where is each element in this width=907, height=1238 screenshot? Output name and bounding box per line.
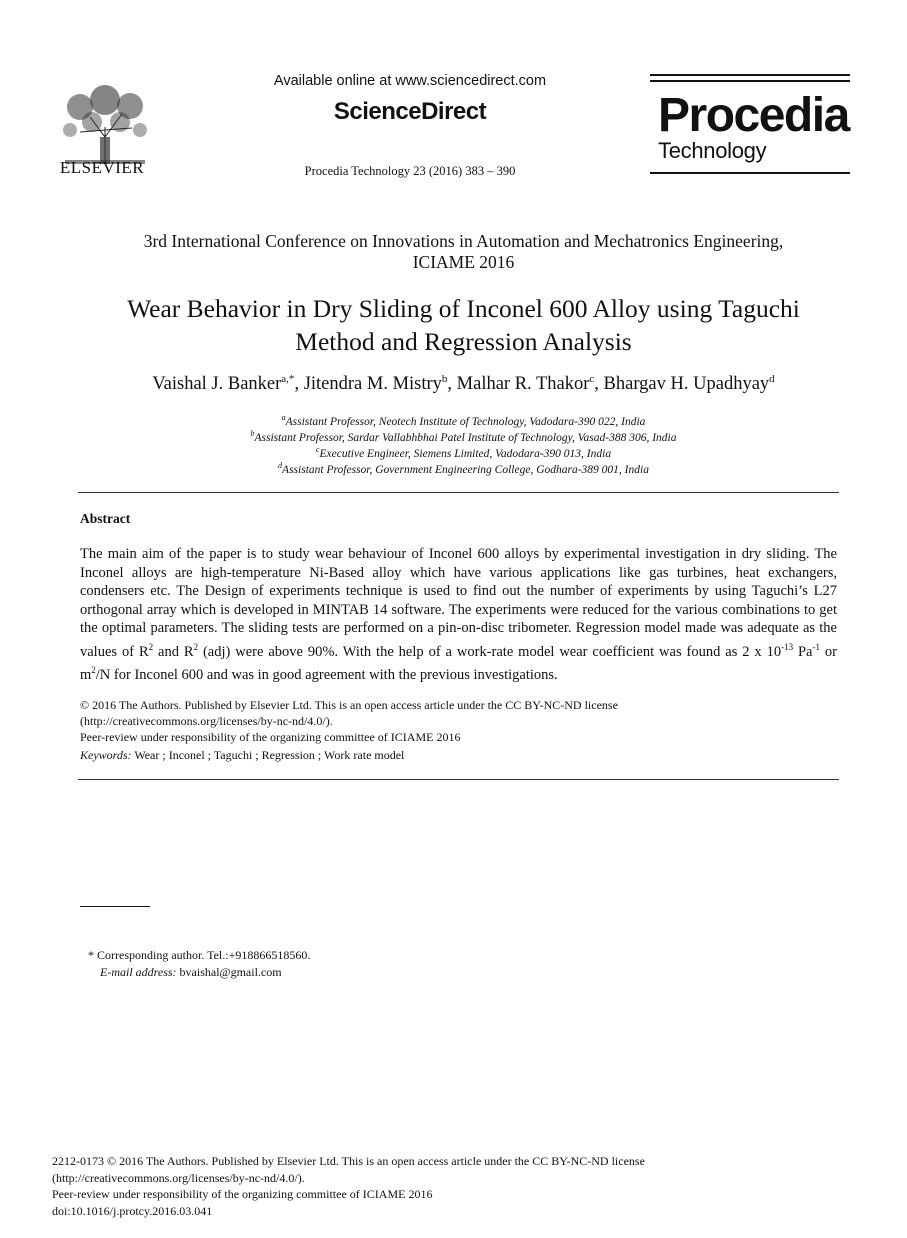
license-line: © 2016 The Authors. Published by Elsevier Ltd. This is an open access article under the CC BY-NC-ND license (80, 698, 618, 712)
affiliation (60, 445, 867, 460)
conference-name (60, 231, 867, 273)
abstract-body (80, 545, 837, 685)
keywords-list: Wear ; Inconel ; Taguchi ; Regression ; Work rate model (131, 748, 405, 762)
affiliation-text: Assistant Professor, Neotech Institute of Technology, Vadodara-390 022, India (285, 415, 646, 428)
affiliation (60, 461, 867, 476)
author-list: Vaishal J. Banker$^{a,*}$, Jitendra M. Mistry$^b$, Malhar R. Thakor$^c$, Bhargav H. Upadhyay$^d$ (152, 373, 775, 395)
page-footer (52, 1153, 872, 1219)
abstract-text: The main aim of the paper is to study wear behaviour of Inconel 600 alloys by experimental investigation in dry sliding. The Inconel alloys are high-temperature Ni-Based alloy which have various applications like gas turbines, heat exchangers, condensers etc. The Design of experiments technique is used to find out the number of experiments by using Taguchi’s L27 orthogonal array which is developed in MINTAB 14 software. The experiments were reduced for the various combinations to get the optimal parameters. The sliding tests are performed on a pin-on-disc tribometer. Regression model made was adequate as the values of R (80, 546, 837, 660)
affiliation-marker: a (281, 413, 286, 422)
title-line-1: Wear Behavior in Dry Sliding of Inconel 600 Alloy using Taguchi (127, 294, 800, 323)
affiliation-marker: c (315, 445, 320, 454)
footer-doi[interactable]: doi:10.1016/j.protcy.2016.03.041 (52, 1203, 213, 1218)
superscript: 2 (193, 641, 199, 652)
footer-peer-review: Peer-review under responsibility of the organizing committee of ICIAME 2016 (52, 1187, 433, 1201)
journal-reference: Procedia Technology 23 (2016) 383 – 390 (304, 164, 516, 178)
footnote-rule (80, 906, 150, 907)
logo-rule-top-2 (650, 80, 850, 82)
author-affiliation-marker: c (589, 373, 595, 385)
publisher-name: ELSEVIER (59, 158, 145, 177)
license-notice (80, 697, 837, 745)
affiliation-marker: b (250, 429, 255, 438)
affiliation-text: Assistant Professor, Sardar Vallabhbhai Patel Institute of Technology, Vasad-388 306, India (254, 431, 677, 444)
conference-line-1: 3rd International Conference on Innovations in Automation and Mechatronics Engineering, (143, 231, 784, 251)
author-name: Vaishal J. Banker (152, 374, 282, 395)
affiliation-marker: d (278, 461, 283, 470)
logo-rule-top (650, 74, 850, 76)
affiliation-text: Assistant Professor, Government Engineering College, Godhara-389 001, India (282, 463, 649, 476)
author-name: Bhargav H. Upadhyay (603, 374, 770, 395)
procedia-wordmark: Procedia (658, 89, 849, 142)
sciencedirect-wordmark: ScienceDirect (333, 98, 487, 125)
email-label: E-mail address: (100, 964, 177, 979)
author-name: Malhar R. Thakor (456, 374, 590, 395)
keywords (80, 748, 404, 763)
section-divider (78, 492, 839, 493)
email-address[interactable]: bvaishal@gmail.com (176, 964, 282, 979)
abstract-heading: Abstract (80, 511, 131, 526)
section-divider (78, 779, 839, 780)
email-line (88, 964, 310, 981)
superscript: 2 (91, 665, 96, 676)
abstract-text: (adj) were above 90%. With the help of a work-rate model wear coefficient was found as 2 x 10 (198, 643, 782, 660)
conference-line-2: ICIAME 2016 (412, 252, 515, 272)
author-affiliation-marker: b (441, 373, 448, 385)
affiliation-text: Executive Engineer, Siemens Limited, Vadodara-390 013, India (319, 447, 612, 460)
abstract-text: or m (80, 643, 837, 684)
peer-review-line: Peer-review under responsibility of the organizing committee of ICIAME 2016 (80, 730, 461, 744)
corresponding-author: * Corresponding author. Tel.:+918866518560. (88, 948, 311, 962)
procedia-logo (650, 74, 850, 178)
title-line-2: Method and Regression Analysis (295, 327, 632, 356)
footer-license-link[interactable]: (http://creativecommons.org/licenses/by-nc-nd/4.0/). (52, 1170, 305, 1185)
superscript: 2 (148, 641, 154, 652)
superscript: -13 (781, 641, 794, 652)
license-link[interactable]: (http://creativecommons.org/licenses/by-nc-nd/4.0/). (80, 714, 333, 728)
author-affiliation-marker: d (769, 373, 775, 385)
technology-wordmark: Technology (658, 138, 767, 163)
abstract-text: /N for Inconel 600 and was in good agreement with the previous investigations. (95, 667, 558, 684)
superscript: -1 (812, 641, 820, 652)
author-affiliation-marker: a,* (281, 373, 295, 385)
logo-rule-bottom (650, 172, 850, 174)
available-online-text: Available online at www.sciencedirect.com (273, 73, 547, 89)
footer-copyright: 2212-0173 © 2016 The Authors. Published by Elsevier Ltd. This is an open access article under the CC BY-NC-ND license (52, 1154, 645, 1168)
affiliation (60, 429, 867, 444)
affiliation (60, 413, 867, 428)
footnote (88, 947, 310, 980)
author-name: Jitendra M. Mistry (303, 374, 442, 395)
abstract-text: and R (153, 643, 194, 660)
keywords-label: Keywords: (80, 748, 132, 762)
abstract-text: Pa (793, 643, 813, 660)
paper-title (60, 292, 867, 358)
